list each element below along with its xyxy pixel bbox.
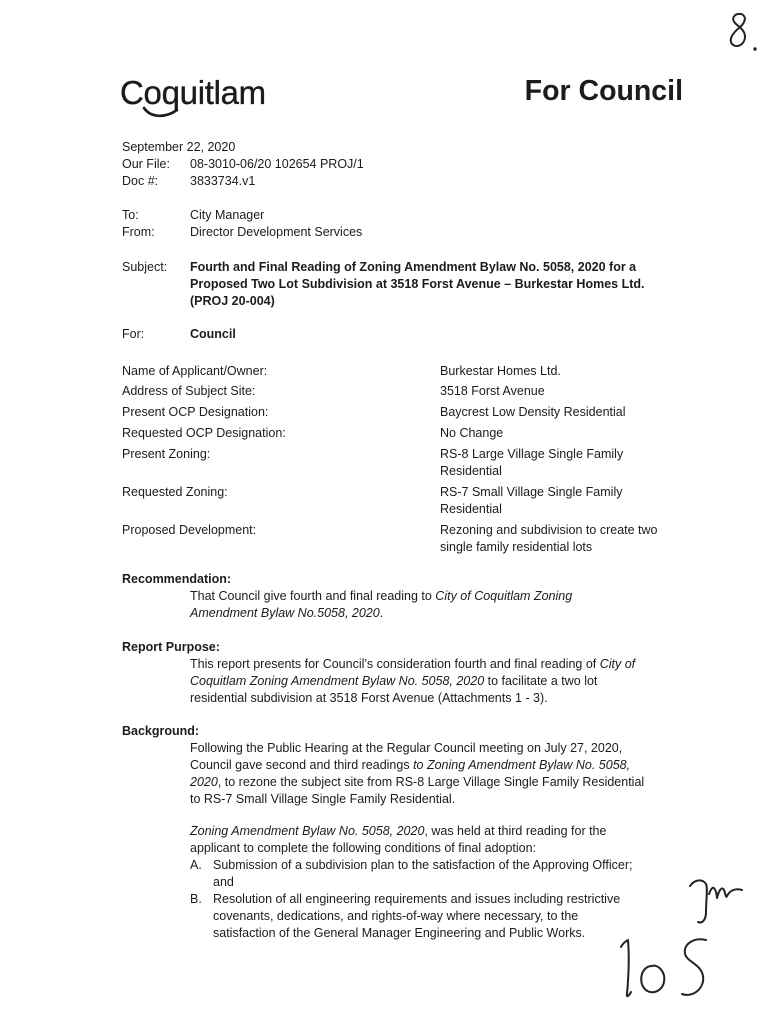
detail-value: No Change (440, 426, 504, 440)
report-purpose-line (190, 691, 548, 706)
report-purpose-text: This report presents for Council’s consideration fourth and final reading of (190, 657, 600, 671)
detail-value: Residential (440, 502, 502, 516)
doc-number: 3833734.v1 (190, 174, 256, 188)
background-line (190, 824, 606, 839)
background-line (190, 741, 622, 756)
detail-label: Requested Zoning: (122, 485, 228, 499)
bylaw-title: City of (599, 657, 636, 671)
bylaw-title: to Zoning Amendment Bylaw No. 5058, (413, 758, 631, 772)
bylaw-title: City of Coquitlam Zoning (435, 589, 573, 603)
detail-value: Rezoning and subdivision to create two (440, 523, 658, 537)
background-line (190, 758, 630, 773)
background-text: , was held at third reading for the (424, 824, 607, 838)
recommendation-heading: Recommendation: (122, 572, 232, 586)
handwritten-initials (686, 872, 746, 928)
logo-text: Coquitlam (120, 74, 266, 111)
detail-label: Present Zoning: (122, 447, 211, 461)
recommendation-line (190, 606, 383, 621)
background-line (190, 775, 644, 790)
background-line (190, 792, 455, 807)
detail-value: Burkestar Homes Ltd. (440, 364, 561, 378)
detail-label: Address of Subject Site: (122, 384, 256, 398)
detail-value: Baycrest Low Density Residential (440, 405, 626, 419)
subject-line: Proposed Two Lot Subdivision at 3518 Forst Avenue – Burkestar Homes Ltd. (190, 277, 645, 291)
bylaw-title: 2020 (190, 775, 218, 789)
to-recipient: City Manager (190, 208, 265, 222)
background-text: to RS-7 Small Village Single Family Residential. (190, 792, 456, 806)
condition-text: and (213, 875, 234, 889)
report-purpose-text: residential subdivision at 3518 Forst Avenue (Attachments 1 - 3). (190, 691, 548, 705)
detail-label: Requested OCP Designation: (122, 426, 286, 440)
condition-text: covenants, dedications, and rights-of-way where necessary, to the (213, 909, 579, 923)
condition-marker: B. (190, 892, 202, 906)
handwritten-page-mark (724, 10, 764, 56)
report-purpose-line (190, 674, 597, 689)
doc-label: Doc #: (122, 174, 159, 188)
condition-text: Submission of a subdivision plan to the satisfaction of the Approving Officer; (213, 858, 633, 872)
bylaw-title: Amendment Bylaw No.5058, 2020 (190, 606, 380, 620)
condition-text: satisfaction of the General Manager Engineering and Public Works. (213, 926, 586, 940)
condition-text: Resolution of all engineering requirements and issues including restrictive (213, 892, 621, 906)
file-number: 08-3010-06/20 102654 PROJ/1 (190, 157, 364, 171)
report-purpose-text: to facilitate a two lot (484, 674, 598, 688)
file-label: Our File: (122, 157, 170, 171)
recommendation-line (190, 589, 572, 604)
background-text: Council gave second and third readings (190, 758, 414, 772)
for-label: For: (122, 327, 145, 341)
detail-label: Present OCP Designation: (122, 405, 269, 419)
report-date: September 22, 2020 (122, 140, 236, 154)
detail-value: RS-7 Small Village Single Family (440, 485, 623, 499)
to-label: To: (122, 208, 139, 222)
detail-label: Proposed Development: (122, 523, 257, 537)
detail-value: Residential (440, 464, 502, 478)
background-heading: Background: (122, 724, 200, 738)
report-purpose-line (190, 657, 635, 672)
detail-value: 3518 Forst Avenue (440, 384, 545, 398)
background-line (190, 841, 536, 856)
background-text: , to rezone the subject site from RS-8 Large Village Single Family Residential (217, 775, 645, 789)
background-text: Following the Public Hearing at the Regular Council meeting on July 27, 2020, (190, 741, 623, 755)
subject-line: Fourth and Final Reading of Zoning Amendment Bylaw No. 5058, 2020 for a (190, 260, 637, 274)
subject-line: (PROJ 20-004) (190, 294, 275, 308)
condition-marker: A. (190, 858, 202, 872)
logo-swoosh-icon (142, 104, 180, 120)
bylaw-title: Zoning Amendment Bylaw No. 5058, 2020 (190, 824, 425, 838)
for-audience: Council (190, 327, 236, 341)
background-text: applicant to complete the following conditions of final adoption: (190, 841, 537, 855)
detail-value: single family residential lots (440, 540, 593, 554)
handwritten-number-mark (612, 932, 720, 1006)
from-label: From: (122, 225, 155, 239)
recommendation-text: . (379, 606, 384, 620)
document-type-title: For Council (524, 75, 683, 107)
from-sender: Director Development Services (190, 225, 363, 239)
subject-label: Subject: (122, 260, 168, 274)
recommendation-text: That Council give fourth and final reading to (190, 589, 436, 603)
report-purpose-heading: Report Purpose: (122, 640, 220, 654)
detail-value: RS-8 Large Village Single Family (440, 447, 624, 461)
bylaw-title: Coquitlam Zoning Amendment Bylaw No. 5058, 2020 (190, 674, 485, 688)
detail-label: Name of Applicant/Owner: (122, 364, 268, 378)
